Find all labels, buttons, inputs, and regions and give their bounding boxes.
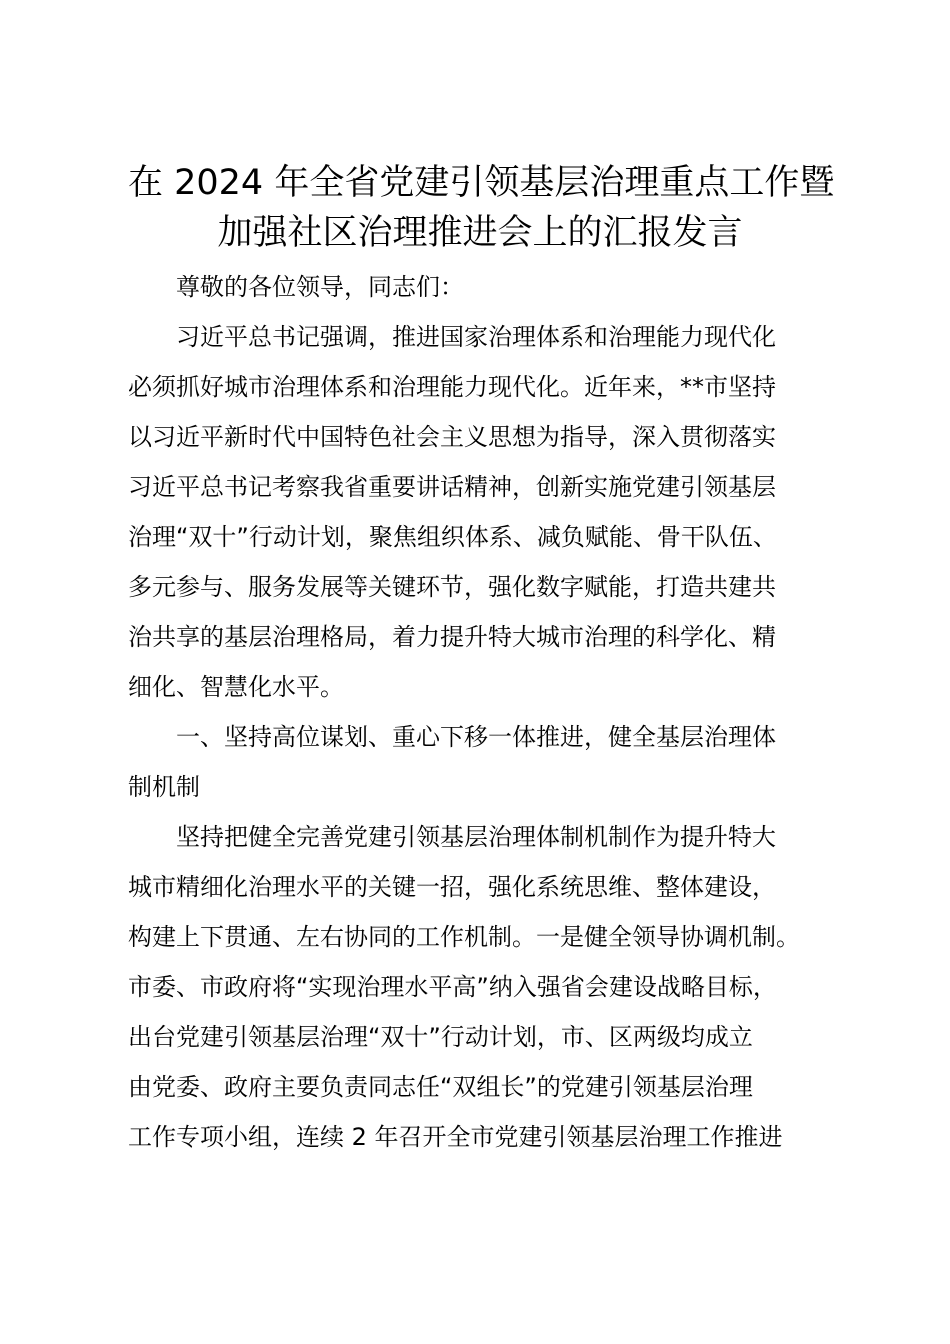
paragraph-line: 以习近平新时代中国特色社会主义思想为指导，深入贯彻落实 bbox=[128, 423, 776, 451]
document-page bbox=[128, 158, 835, 1162]
paragraph-line: 习近平总书记强调，推进国家治理体系和治理能力现代化 bbox=[176, 323, 776, 351]
paragraph-line: 出台党建引领基层治理“双十”行动计划，市、区两级均成立 bbox=[128, 1023, 753, 1051]
paragraph-line: 必须抓好城市治理体系和治理能力现代化。近年来，**市坚持 bbox=[128, 373, 776, 401]
paragraph-intro bbox=[128, 312, 832, 712]
paragraph-line: 构建上下贯通、左右协同的工作机制。一是健全领导协调机制。 bbox=[128, 923, 800, 951]
paragraph-section-1 bbox=[128, 812, 832, 1162]
paragraph-line: 工作专项小组，连续 2 年召开全市党建引领基层治理工作推进 bbox=[128, 1123, 783, 1151]
salutation bbox=[128, 262, 832, 312]
heading-line: 制机制 bbox=[128, 773, 200, 801]
paragraph-line: 多元参与、服务发展等关键环节，强化数字赋能，打造共建共 bbox=[128, 573, 776, 601]
paragraph-line: 细化、智慧化水平。 bbox=[128, 673, 344, 701]
section-heading-1 bbox=[128, 712, 832, 812]
title-line-2: 加强社区治理推进会上的汇报发言 bbox=[217, 213, 743, 253]
document-title bbox=[128, 158, 835, 258]
paragraph-line: 市委、市政府将“实现治理水平高”纳入强省会建设战略目标， bbox=[128, 973, 777, 1001]
paragraph-line: 城市精细化治理水平的关键一招，强化系统思维、整体建设， bbox=[128, 873, 776, 901]
document-body bbox=[128, 262, 832, 1162]
paragraph-line: 由党委、政府主要负责同志任“双组长”的党建引领基层治理 bbox=[128, 1073, 753, 1101]
title-line-1: 在 2024 年全省党建引领基层治理重点工作暨 bbox=[128, 163, 835, 203]
paragraph-line: 习近平总书记考察我省重要讲话精神，创新实施党建引领基层 bbox=[128, 473, 776, 501]
salutation-line: 尊敬的各位领导，同志们： bbox=[176, 273, 464, 301]
paragraph-line: 治理“双十”行动计划，聚焦组织体系、减负赋能、骨干队伍、 bbox=[128, 523, 777, 551]
paragraph-line: 治共享的基层治理格局，着力提升特大城市治理的科学化、精 bbox=[128, 623, 776, 651]
heading-line: 一、坚持高位谋划、重心下移一体推进，健全基层治理体 bbox=[176, 723, 776, 751]
paragraph-line: 坚持把健全完善党建引领基层治理体制机制作为提升特大 bbox=[176, 823, 776, 851]
